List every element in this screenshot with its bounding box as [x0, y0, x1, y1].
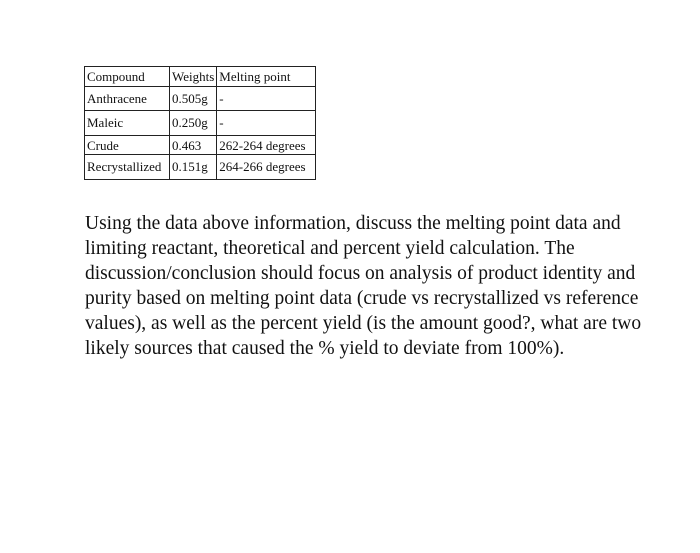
table-row	[85, 155, 316, 180]
table-cell: 0.463	[170, 135, 217, 155]
question-text: Using the data above information, discuss the melting point data and limiting reactant, theoretical and percent yield calculation. The discussion/conclusion should focus on analysis of product identity and purity based on melting point data (crude vs recrystallized vs reference values), as well as the percent yield (is the amount good?, what are two likely sources that caused the % yield to deviate from 100%).	[85, 213, 642, 359]
table-cell: 262-264 degrees	[217, 135, 316, 155]
table-cell: -	[217, 86, 316, 111]
header-compound: Compound	[85, 67, 170, 87]
table-cell: Recrystallized	[85, 155, 170, 180]
table-cell: 0.250g	[170, 111, 217, 136]
table-cell: Maleic	[85, 111, 170, 136]
table-row	[85, 135, 316, 155]
table-cell: Anthracene	[85, 86, 170, 111]
table-header-row	[85, 67, 316, 87]
header-weights: Weights	[170, 67, 217, 87]
table-cell: -	[217, 111, 316, 136]
table-cell: Crude	[85, 135, 170, 155]
data-table	[84, 66, 316, 180]
table-cell: 0.505g	[170, 86, 217, 111]
header-melting-point: Melting point	[217, 67, 316, 87]
table-cell: 264-266 degrees	[217, 155, 316, 180]
table-row	[85, 111, 316, 136]
table-cell: 0.151g	[170, 155, 217, 180]
table-row	[85, 86, 316, 111]
